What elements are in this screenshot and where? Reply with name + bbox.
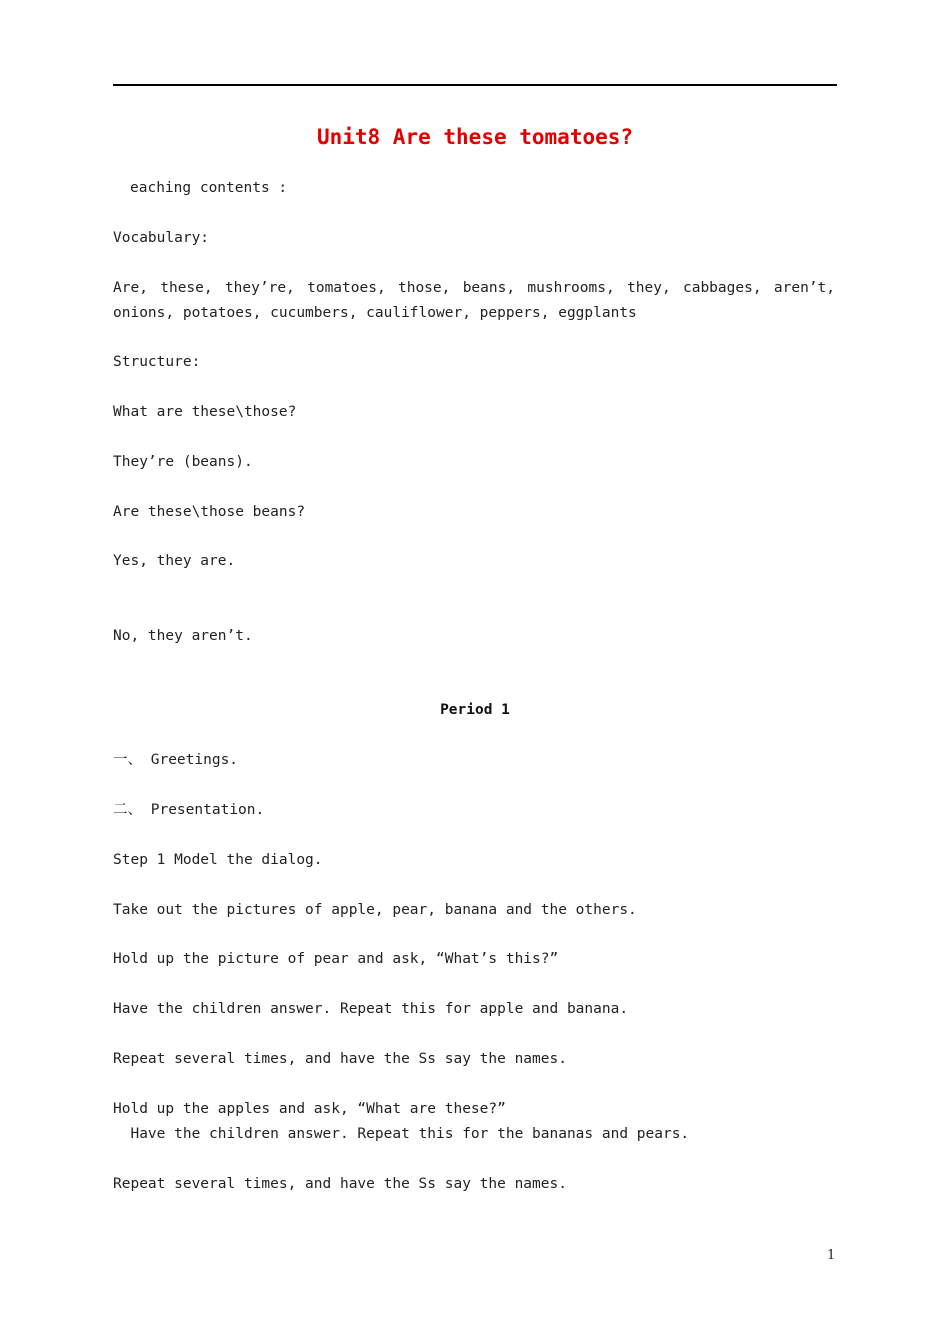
teaching-contents-label: eaching contents :: [130, 180, 288, 196]
section-item: 二、 Presentation.: [113, 802, 265, 818]
period-heading: Period 1: [440, 702, 510, 718]
vocabulary-heading: Vocabulary:: [113, 230, 210, 246]
procedure-line: Repeat several times, and have the Ss say the names.: [113, 1051, 567, 1067]
structure-line: They’re (beans).: [113, 454, 253, 470]
procedure-line: Hold up the picture of pear and ask, “What’s this?”: [113, 951, 559, 967]
structure-line: Yes, they are.: [113, 553, 236, 569]
structure-line: What are these\those?: [113, 404, 297, 420]
structure-heading: Structure:: [113, 354, 201, 370]
header-rule: [113, 84, 837, 86]
procedure-line: Hold up the apples and ask, “What are these?”: [113, 1101, 506, 1117]
vocabulary-line: Are, these, they’re, tomatoes, those, beans, mushrooms, they, cabbages, aren’t,: [113, 280, 835, 296]
page-title: Unit8 Are these tomatoes?: [316, 125, 634, 149]
structure-line: Are these\those beans?: [113, 504, 306, 520]
structure-line: No, they aren’t.: [113, 628, 253, 644]
procedure-line: Repeat several times, and have the Ss say the names.: [113, 1176, 567, 1192]
procedure-line: Take out the pictures of apple, pear, banana and the others.: [113, 902, 637, 918]
section-item: 一、 Greetings.: [113, 752, 239, 768]
step-heading: Step 1 Model the dialog.: [113, 852, 323, 868]
procedure-line: Have the children answer. Repeat this for the bananas and pears.: [113, 1126, 690, 1142]
page-number: 1: [827, 1248, 836, 1263]
vocabulary-line: onions, potatoes, cucumbers, cauliflower, peppers, eggplants: [113, 305, 637, 321]
procedure-line: Have the children answer. Repeat this for apple and banana.: [113, 1001, 629, 1017]
